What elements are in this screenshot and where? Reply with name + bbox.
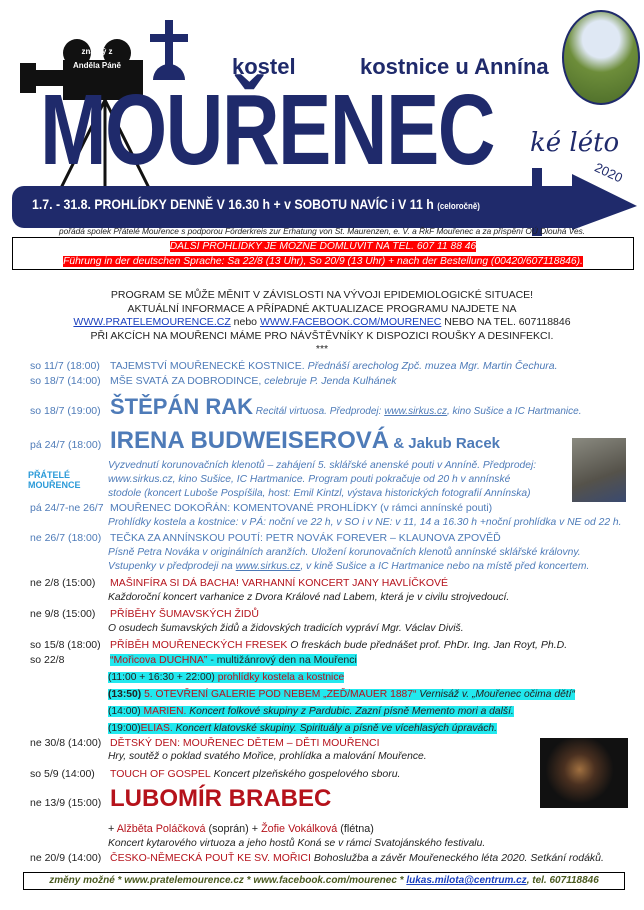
event-12: so 5/9 (14:00) TOUCH OF GOSPEL Koncert plzeňského gospelového sboru. (30, 768, 401, 780)
event-13: ne 13/9 (15:00) LUBOMÍR BRABEC (30, 785, 332, 812)
kostnice-label: kostnice u Annína (360, 54, 549, 79)
event-8: ne 9/8 (15:00) PŘÍBĚHY ŠUMAVSKÝCH ŽIDŮ (30, 608, 259, 620)
page-title: MOUŘENEC (40, 74, 494, 186)
event-11: ne 30/8 (14:00) DĚTSKÝ DEN: MOUŘENEC DĚTEM – DĚTI MOUŘENCI (30, 737, 380, 749)
notice-box: DALŠÍ PROHLÍDKY JE MOŽNÉ DOMLUVIT NA TEL. 607 11 88 46 Führung in der deutschen Sprache: Sa 22/8 (13 Uhr), So 20/9 (13 Uhr) + nach der Bestellung (00420/607118846). (12, 237, 634, 270)
event-5: pá 24/7-ne 26/7 MOUŘENEC DOKOŘÁN: KOMENTOVANÉ PROHLÍDKY (v rámci annínské pouti) (30, 502, 493, 514)
header (0, 0, 644, 210)
info-block: PROGRAM SE MŮŽE MĚNIT V ZÁVISLOSTI NA VÝVOJI EPIDEMIOLOGICKÉ SITUACE! AKTUÁLNÍ INFORMACE A PŘÍPADNÉ AKTUALIZACE PROGRAMU NAJDETE NA WWW.PRATELEMOURENCE.CZ nebo WWW.FACEBOOK.COM/MOURENEC NEBO NA TEL. 607118846 PŘI AKCÍCH NA MOUŘENCI MÁME PRO NÁVŠTĚVNÍKY K DISPOZICI ROUŠKY A DESINFEKCI. *** (73, 289, 571, 355)
event-14: ne 20/9 (14:00) ČESKO-NĚMECKÁ POUŤ KE SV. MOŘICI Bohoslužba a závěr Mouřeneckého léta 2020. Setkání rodáků. (30, 852, 604, 864)
performers-photo (572, 438, 626, 502)
kostel-label: kostel (232, 54, 296, 79)
church-photo (562, 10, 640, 105)
camera-badge: známý z Anděla Páně (72, 47, 121, 70)
event-7: ne 2/8 (15:00) MAŠINFÍRA SI DÁ BACHA! VARHANNÍ KONCERT JANY HAVLÍČKOVÉ (30, 577, 449, 589)
email-link[interactable]: lukas.milota@centrum.cz (406, 875, 527, 886)
website-link[interactable]: WWW.PRATELEMOURENCE.CZ (73, 316, 231, 328)
duchna-program: (11:00 + 16:30 + 22:00) prohlídky kostela a kostnice (13:50) 5. OTEVŘENÍ GALERIE POD NEBEM „ZEĎ/MAUER 1887“ Vernisáž v. „Mouřenec očima dětí“ (14:00) MARIEN. Koncert folkové skupiny z Pardubic. Zazní písně Memento mori a další. (19:00)ELIAS. Koncert klatovské skupiny. Spirituály a písně ve vícehlasých úpravách. (108, 672, 575, 734)
subtitle: ké léto (530, 128, 620, 158)
cross-icon (140, 20, 200, 80)
facebook-link[interactable]: WWW.FACEBOOK.COM/MOURENEC (259, 316, 442, 328)
event-4: pá 24/7 (18:00) IRENA BUDWEISEROVÁ & Jakub Racek (30, 427, 501, 454)
pratele-logo: PŘÁTELÉ MOUŘENCE (28, 470, 81, 490)
event-6: ne 26/7 (18:00) TEČKA ZA ANNÍNSKOU POUTÍ: PETR NOVÁK FOREVER – KLAUNOVA ZPOVĚĎ (30, 532, 501, 544)
event-9: so 15/8 (18:00) PŘÍBĚH MOUŘENECKÝCH FRESEK O freskách bude přednášet prof. PhDr. Ing. Jan Royt, Ph.D. (30, 639, 568, 651)
event-10: so 22/8 “Mořicova DUCHNA” - multižánrový den na Mouřenci (30, 654, 357, 666)
sirkus-link[interactable]: www.sirkus.cz (384, 406, 447, 417)
guitarist-photo (540, 738, 628, 808)
banner-text: 1.7. - 31.8. PROHLÍDKY DENNĚ V 16.30 h + v SOBOTU NAVÍC i V 11 h (celoročně) (32, 196, 480, 212)
event-3: so 18/7 (19:00) ŠTĚPÁN RAK Recitál virtuosa. Předprodej: www.sirkus.cz, kino Sušice a IC Hartmanice. (30, 394, 582, 419)
organizer-line: pořádá spolek Přátelé Mouřence s podporou Förderkreis zur Erhatung von St. Maurenzen, e. V. a ŘkF Mouřenec a za přispění OÚ Dlouhá Ves. (58, 226, 586, 236)
event-2: so 18/7 (14:00) MŠE SVATÁ ZA DOBRODINCE, celebruje P. Jenda Kulhánek (30, 375, 397, 387)
year: 2020 (592, 159, 625, 186)
event-1: so 11/7 (18:00) TAJEMSTVÍ MOUŘENECKÉ KOSTNICE. Přednáší arecholog Zpč. muzea Mgr. Martin Čechura. (30, 360, 558, 372)
sirkus-link[interactable]: www.sirkus.cz (235, 561, 301, 572)
footer-box: změny možné * www.pratelemourence.cz * www.facebook.com/mourenec * lukas.milota@centrum.cz, tel. 607118846 (23, 872, 625, 890)
